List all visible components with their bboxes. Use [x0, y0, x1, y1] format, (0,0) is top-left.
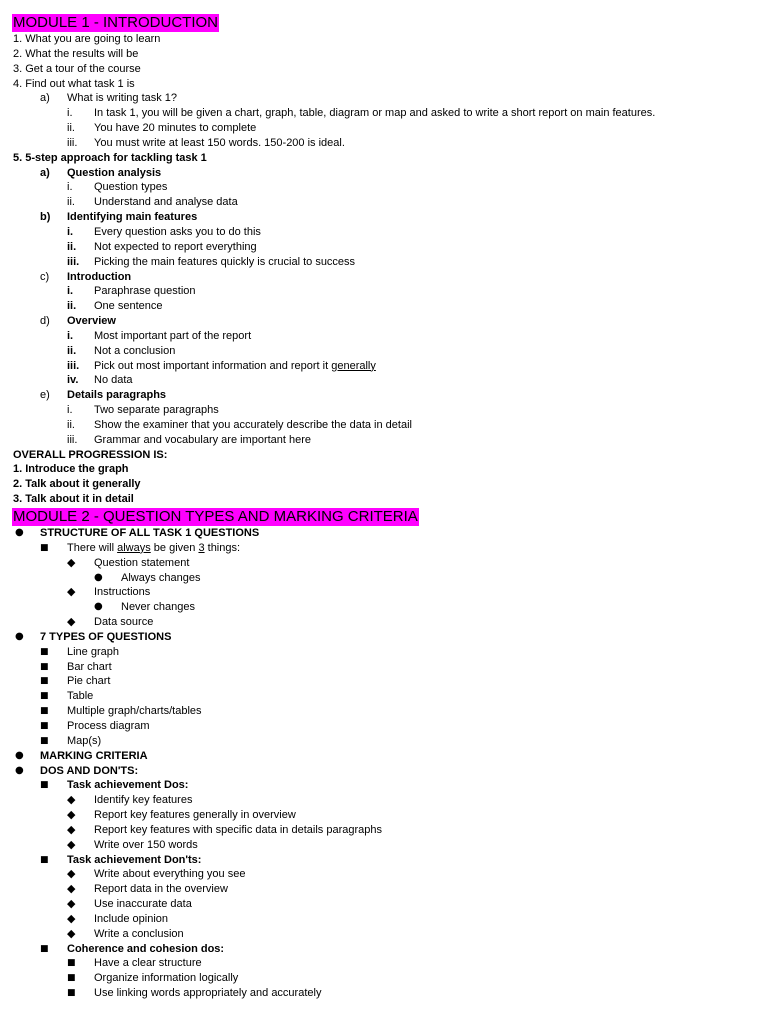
list-item — [0, 645, 768, 660]
item-text — [67, 689, 93, 704]
list-item — [0, 210, 768, 225]
item-text — [94, 121, 256, 136]
square-bullet-icon: ■ — [40, 854, 49, 865]
item-text — [121, 571, 201, 586]
square-bullet-icon: ■ — [40, 720, 49, 731]
list-marker: iii. — [67, 255, 80, 268]
square-bullet-icon: ■ — [40, 691, 49, 702]
list-item — [0, 299, 768, 314]
item-text — [94, 808, 296, 823]
item-text — [94, 986, 321, 1001]
diamond-bullet-icon: ◆ — [67, 585, 76, 599]
item-text-part: Line graph — [67, 645, 119, 658]
list-marker: ii. — [67, 300, 77, 313]
list-item — [0, 956, 768, 971]
module-title: MODULE 1 - INTRODUCTION — [13, 14, 219, 31]
item-text — [67, 660, 112, 675]
item-text-part: Report key features generally in overview — [94, 809, 296, 822]
round-bullet-icon: ● — [15, 764, 24, 776]
list-item — [0, 91, 768, 106]
item-text — [67, 778, 188, 793]
item-text — [94, 418, 412, 433]
item-text — [94, 882, 228, 897]
item-text — [40, 526, 259, 541]
list-item — [0, 121, 768, 136]
square-bullet-icon: ■ — [40, 780, 49, 791]
list-item — [0, 615, 768, 630]
list-item — [0, 359, 768, 374]
square-bullet-icon: ■ — [40, 943, 49, 954]
list-item — [0, 556, 768, 571]
item-text — [67, 388, 166, 403]
list-item — [0, 838, 768, 853]
list-item — [0, 971, 768, 986]
line-text: 1. Introduce the graph — [13, 463, 129, 476]
item-text-part: Bar chart — [67, 660, 112, 673]
item-text — [40, 630, 171, 645]
item-text — [67, 270, 131, 285]
item-text-part: Show the examiner that you accurately describe the data in detail — [94, 418, 412, 431]
item-text — [67, 314, 116, 329]
item-text — [94, 240, 257, 255]
round-bullet-icon: ● — [94, 571, 103, 583]
item-text-part: Report key features with specific data in details paragraphs — [94, 823, 382, 836]
paragraph-line — [0, 462, 768, 477]
square-bullet-icon: ■ — [40, 735, 49, 746]
list-marker: ii. — [67, 418, 75, 431]
item-text-part: Data source — [94, 616, 154, 629]
square-bullet-icon: ■ — [67, 988, 76, 999]
list-marker: iii. — [67, 136, 78, 149]
list-marker: i. — [67, 285, 74, 298]
list-item — [0, 136, 768, 151]
item-text-part: No data — [94, 374, 133, 387]
item-text-part: In task 1, you will be given a chart, graph, table, diagram or map and asked to write a short report on main features. — [94, 107, 656, 120]
item-text-part: Coherence and cohesion dos: — [67, 942, 225, 955]
list-item — [0, 823, 768, 838]
line-text: 1. What you are going to learn — [13, 33, 161, 45]
list-item — [0, 897, 768, 912]
item-text-part: Identifying main features — [67, 211, 198, 224]
item-text — [94, 359, 376, 374]
list-item — [0, 882, 768, 897]
item-text-part: Process diagram — [67, 719, 150, 732]
list-item — [0, 344, 768, 359]
list-item — [0, 808, 768, 823]
list-item — [0, 329, 768, 344]
module-title: MODULE 2 - QUESTION TYPES AND MARKING CRITERIA — [13, 508, 418, 525]
item-text-part: Pick out most important information and report it — [94, 359, 332, 372]
list-item — [0, 630, 768, 645]
item-text — [67, 645, 119, 660]
module-heading — [0, 13, 768, 32]
line-text: 2. What the results will be — [13, 47, 139, 60]
item-text-part: Not a conclusion — [94, 344, 176, 357]
diamond-bullet-icon: ◆ — [67, 897, 76, 911]
diamond-bullet-icon: ◆ — [67, 867, 76, 881]
item-text-part: Write over 150 words — [94, 838, 198, 851]
line-text: 3. Get a tour of the course — [13, 62, 141, 75]
square-bullet-icon: ■ — [40, 542, 49, 553]
item-text-part: You have 20 minutes to complete — [94, 122, 257, 135]
item-text-part: Task achievement Dos: — [67, 779, 189, 792]
item-text-part: One sentence — [94, 300, 163, 313]
item-text — [67, 166, 161, 181]
list-item — [0, 195, 768, 210]
list-marker: b) — [40, 211, 51, 224]
list-item — [0, 106, 768, 121]
item-text-part: Every question asks you to do this — [94, 225, 261, 238]
item-text — [94, 585, 150, 600]
list-marker: i. — [67, 404, 73, 417]
item-text — [67, 541, 240, 556]
item-text-part: things: — [204, 541, 241, 554]
item-text — [94, 284, 196, 299]
item-text-part: 7 TYPES OF QUESTIONS — [40, 630, 172, 643]
diamond-bullet-icon: ◆ — [67, 555, 76, 569]
list-marker: iii. — [67, 433, 78, 446]
item-text — [94, 403, 219, 418]
item-text-part: Details paragraphs — [67, 389, 167, 402]
round-bullet-icon: ● — [15, 527, 24, 538]
list-item — [0, 719, 768, 734]
item-text-part: Two separate paragraphs — [94, 404, 219, 417]
document-body — [0, 13, 768, 1001]
line-text: 3. Talk about it in detail — [13, 493, 134, 506]
item-text-part: DOS AND DON'TS: — [40, 764, 139, 777]
list-item — [0, 418, 768, 433]
line-text: 2. Talk about it generally — [13, 478, 141, 491]
square-bullet-icon: ■ — [67, 973, 76, 984]
item-text-part: Question analysis — [67, 166, 162, 179]
item-text — [121, 600, 195, 615]
list-item — [0, 403, 768, 418]
list-item — [0, 284, 768, 299]
paragraph-line — [0, 47, 768, 62]
item-text — [67, 674, 110, 689]
item-text — [94, 255, 355, 270]
item-text — [94, 927, 184, 942]
item-text-part: Include opinion — [94, 912, 169, 925]
item-text-part: Write a conclusion — [94, 927, 184, 940]
item-text-part: Multiple graph/charts/tables — [67, 705, 202, 718]
item-text-part: Most important part of the report — [94, 329, 252, 342]
item-text-part: Always changes — [121, 571, 201, 584]
list-item — [0, 600, 768, 615]
diamond-bullet-icon: ◆ — [67, 882, 76, 896]
item-text-part: Table — [67, 690, 94, 703]
list-item — [0, 942, 768, 957]
item-text — [94, 971, 238, 986]
list-marker: a) — [40, 92, 50, 105]
list-marker: ii. — [67, 196, 75, 209]
item-text-part: Map(s) — [67, 734, 102, 747]
list-item — [0, 526, 768, 541]
list-item — [0, 749, 768, 764]
round-bullet-icon: ● — [15, 630, 24, 642]
item-text-part: Never changes — [121, 601, 195, 614]
list-marker: i. — [67, 329, 74, 342]
list-item — [0, 585, 768, 600]
list-item — [0, 541, 768, 556]
square-bullet-icon: ■ — [40, 706, 49, 717]
list-item — [0, 853, 768, 868]
item-text-part: There will — [67, 541, 118, 554]
list-marker: ii. — [67, 240, 77, 253]
item-text — [67, 91, 177, 106]
item-text — [94, 195, 238, 210]
paragraph-line — [0, 32, 768, 47]
item-text-part: Instructions — [94, 586, 151, 599]
diamond-bullet-icon: ◆ — [67, 926, 76, 940]
item-text — [94, 615, 153, 630]
list-item — [0, 660, 768, 675]
diamond-bullet-icon: ◆ — [67, 793, 76, 807]
item-text — [94, 823, 382, 838]
paragraph-line — [0, 477, 768, 492]
list-item — [0, 778, 768, 793]
item-text-part: Overview — [67, 315, 116, 328]
square-bullet-icon: ■ — [40, 676, 49, 687]
list-marker: i. — [67, 107, 73, 120]
item-text-part: Question statement — [94, 556, 190, 569]
list-marker: c) — [40, 270, 50, 283]
list-marker: a) — [40, 166, 50, 179]
item-text — [94, 897, 192, 912]
item-text — [94, 867, 245, 882]
list-item — [0, 912, 768, 927]
item-text — [94, 912, 168, 927]
item-text — [94, 299, 163, 314]
item-text-part: Use linking words appropriately and accurately — [94, 987, 322, 1000]
list-marker: ii. — [67, 344, 77, 357]
list-item — [0, 433, 768, 448]
list-item — [0, 793, 768, 808]
diamond-bullet-icon: ◆ — [67, 837, 76, 851]
diamond-bullet-icon: ◆ — [67, 822, 76, 836]
item-text — [94, 225, 261, 240]
list-marker: i. — [67, 225, 74, 238]
item-text — [40, 749, 148, 764]
underlined-word: generally — [331, 359, 376, 372]
round-bullet-icon: ● — [15, 749, 24, 761]
item-text — [67, 942, 224, 957]
list-item — [0, 373, 768, 388]
line-text: 4. Find out what task 1 is — [13, 77, 135, 90]
list-marker: d) — [40, 315, 50, 328]
list-item — [0, 764, 768, 779]
line-text: OVERALL PROGRESSION IS: — [13, 448, 168, 461]
square-bullet-icon: ■ — [40, 646, 49, 657]
item-text-part: Use inaccurate data — [94, 898, 192, 911]
item-text-part: Report data in the overview — [94, 883, 228, 896]
item-text — [67, 704, 202, 719]
diamond-bullet-icon: ◆ — [67, 808, 76, 822]
item-text — [94, 106, 655, 121]
item-text — [67, 719, 150, 734]
item-text-part: be given — [150, 541, 199, 554]
list-item — [0, 867, 768, 882]
item-text — [67, 210, 197, 225]
underlined-word: 3 — [198, 541, 205, 554]
item-text-part: Understand and analyse data — [94, 196, 238, 209]
list-item — [0, 180, 768, 195]
list-item — [0, 388, 768, 403]
item-text — [94, 344, 175, 359]
paragraph-line — [0, 492, 768, 507]
item-text — [94, 373, 133, 388]
list-item — [0, 927, 768, 942]
item-text-part: You must write at least 150 words. 150-200 is ideal. — [94, 136, 345, 149]
item-text — [67, 853, 201, 868]
item-text-part: Organize information logically — [94, 972, 239, 985]
paragraph-line — [0, 151, 768, 166]
list-item — [0, 225, 768, 240]
list-item — [0, 704, 768, 719]
list-item — [0, 571, 768, 586]
underlined-word: always — [117, 541, 151, 554]
item-text-part: MARKING CRITERIA — [40, 749, 148, 762]
module-heading — [0, 507, 768, 526]
item-text — [94, 180, 167, 195]
list-item — [0, 270, 768, 285]
list-marker: i. — [67, 181, 73, 194]
item-text-part: STRUCTURE OF ALL TASK 1 QUESTIONS — [40, 527, 260, 539]
paragraph-line — [0, 62, 768, 77]
item-text-part: Pie chart — [67, 675, 111, 688]
list-item — [0, 166, 768, 181]
diamond-bullet-icon: ◆ — [67, 615, 76, 629]
item-text — [94, 433, 311, 448]
item-text — [94, 793, 192, 808]
list-item — [0, 986, 768, 1001]
item-text — [67, 734, 101, 749]
list-item — [0, 689, 768, 704]
item-text-part: Have a clear structure — [94, 957, 202, 970]
item-text-part: Not expected to report everything — [94, 240, 257, 253]
item-text — [94, 956, 202, 971]
round-bullet-icon: ● — [94, 601, 103, 613]
paragraph-line — [0, 448, 768, 463]
item-text-part: Picking the main features quickly is crucial to success — [94, 255, 356, 268]
list-item — [0, 255, 768, 270]
list-marker: iii. — [67, 359, 80, 372]
item-text — [94, 838, 198, 853]
item-text-part: Question types — [94, 181, 168, 194]
list-marker: ii. — [67, 122, 75, 135]
square-bullet-icon: ■ — [67, 958, 76, 969]
item-text-part: Introduction — [67, 270, 132, 283]
item-text — [94, 136, 345, 151]
item-text — [40, 764, 138, 779]
item-text-part: Paraphrase question — [94, 285, 196, 298]
square-bullet-icon: ■ — [40, 661, 49, 672]
item-text-part: Grammar and vocabulary are important here — [94, 433, 312, 446]
item-text — [94, 329, 251, 344]
list-item — [0, 240, 768, 255]
list-marker: e) — [40, 389, 50, 402]
list-item — [0, 674, 768, 689]
item-text-part: What is writing task 1? — [67, 92, 178, 105]
item-text-part: Identify key features — [94, 794, 193, 807]
diamond-bullet-icon: ◆ — [67, 911, 76, 925]
line-text: 5. 5-step approach for tackling task 1 — [13, 151, 207, 164]
list-item — [0, 734, 768, 749]
list-marker: iv. — [67, 374, 79, 387]
item-text-part: Task achievement Don'ts: — [67, 853, 202, 866]
item-text — [94, 556, 189, 571]
paragraph-line — [0, 77, 768, 92]
list-item — [0, 314, 768, 329]
item-text-part: Write about everything you see — [94, 868, 246, 881]
